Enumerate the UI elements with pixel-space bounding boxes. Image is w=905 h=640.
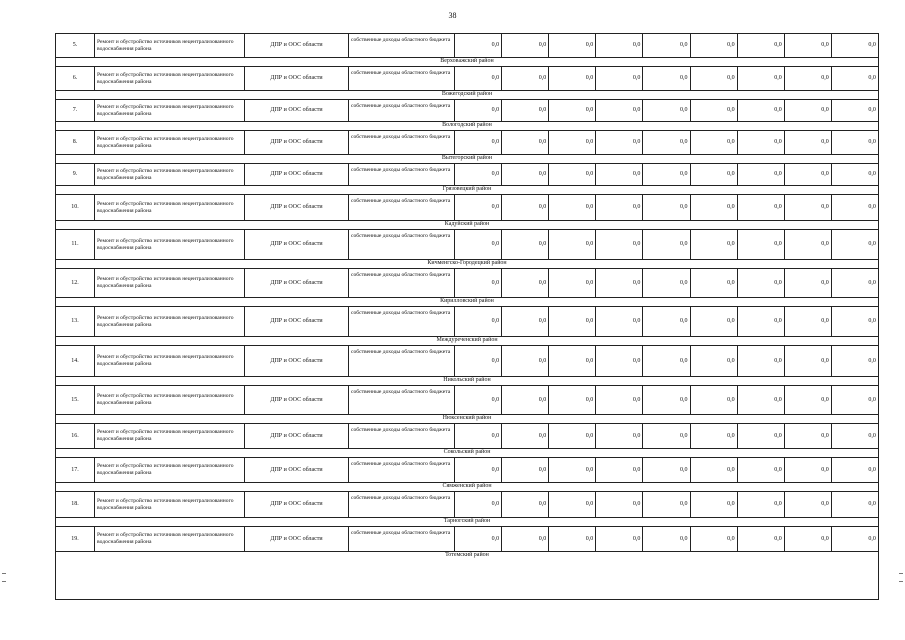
- value-cell: 0,0: [501, 307, 548, 336]
- measure-name: Ремонт и обустройство источников нецентрализованного водоснабжения района: [94, 100, 244, 121]
- district-header: Тотемский район: [56, 551, 878, 560]
- funding-source: собственные доходы областного бюджета: [348, 164, 454, 185]
- value-cell: 0,0: [784, 424, 831, 448]
- table-row: [56, 194, 878, 220]
- funding-source: собственные доходы областного бюджета: [348, 424, 454, 448]
- value-cell: 0,0: [501, 386, 548, 414]
- district-header: Никольский район: [56, 376, 878, 385]
- right-margin-mark: [899, 581, 903, 582]
- district-header: Сокольский район: [56, 448, 878, 457]
- table-row: [56, 33, 878, 57]
- value-cell: 0,0: [595, 230, 642, 259]
- value-cell: 0,0: [784, 164, 831, 185]
- value-cell: 0,0: [737, 100, 784, 121]
- row-number: 7.: [72, 107, 78, 114]
- value-cell: 0,0: [454, 34, 501, 57]
- funding-source: собственные доходы областного бюджета: [348, 346, 454, 376]
- measure-name: Ремонт и обустройство источников нецентрализованного водоснабжения района: [94, 386, 244, 414]
- row-number: 16.: [71, 432, 79, 439]
- value-cell: 0,0: [595, 164, 642, 185]
- measure-name: Ремонт и обустройство источников нецентрализованного водоснабжения района: [94, 458, 244, 482]
- value-cell: 0,0: [454, 230, 501, 259]
- district-header: Грязовецкий район: [56, 185, 878, 194]
- funding-source: собственные доходы областного бюджета: [348, 67, 454, 90]
- funding-source: собственные доходы областного бюджета: [348, 230, 454, 259]
- table-row: [56, 99, 878, 121]
- executor: ДПР и ООС области: [244, 230, 348, 259]
- value-cell: 0,0: [501, 100, 548, 121]
- value-cell: 0,0: [831, 458, 878, 482]
- row-number: 11.: [71, 241, 79, 248]
- value-cell: 0,0: [784, 131, 831, 154]
- row-number: 13.: [71, 318, 79, 325]
- value-cell: 0,0: [784, 492, 831, 517]
- value-cell: 0,0: [548, 424, 595, 448]
- table-row: [56, 345, 878, 376]
- executor: ДПР и ООС области: [244, 492, 348, 517]
- value-cell: 0,0: [595, 131, 642, 154]
- value-cell: 0,0: [737, 386, 784, 414]
- value-cell: 0,0: [595, 458, 642, 482]
- executor: ДПР и ООС области: [244, 195, 348, 220]
- table-row: [56, 385, 878, 414]
- district-header: Сямженский район: [56, 482, 878, 491]
- table-row: [56, 229, 878, 259]
- executor: ДПР и ООС области: [244, 458, 348, 482]
- value-cell: 0,0: [831, 164, 878, 185]
- value-cell: 0,0: [642, 131, 689, 154]
- table-row: [56, 163, 878, 185]
- executor: ДПР и ООС области: [244, 346, 348, 376]
- value-cell: 0,0: [642, 492, 689, 517]
- value-cell: 0,0: [642, 34, 689, 57]
- measure-name: Ремонт и обустройство источников нецентрализованного водоснабжения района: [94, 164, 244, 185]
- value-cell: 0,0: [690, 307, 737, 336]
- value-cell: 0,0: [642, 527, 689, 551]
- value-cell: 0,0: [642, 424, 689, 448]
- budget-table: [55, 33, 879, 600]
- value-cell: 0,0: [831, 307, 878, 336]
- value-cell: 0,0: [501, 230, 548, 259]
- value-cell: 0,0: [548, 164, 595, 185]
- value-cell: 0,0: [454, 424, 501, 448]
- row-number: 17.: [71, 466, 79, 473]
- value-cell: 0,0: [454, 527, 501, 551]
- value-cell: 0,0: [548, 195, 595, 220]
- value-cell: 0,0: [784, 307, 831, 336]
- value-cell: 0,0: [737, 34, 784, 57]
- measure-name: Ремонт и обустройство источников нецентрализованного водоснабжения района: [94, 195, 244, 220]
- value-cell: 0,0: [831, 386, 878, 414]
- funding-source: собственные доходы областного бюджета: [348, 195, 454, 220]
- value-cell: 0,0: [548, 527, 595, 551]
- executor: ДПР и ООС области: [244, 386, 348, 414]
- value-cell: 0,0: [737, 269, 784, 297]
- value-cell: 0,0: [737, 527, 784, 551]
- row-number: 6.: [72, 75, 78, 82]
- district-header: Вологодский район: [56, 121, 878, 130]
- value-cell: 0,0: [784, 100, 831, 121]
- value-cell: 0,0: [642, 164, 689, 185]
- measure-name: Ремонт и обустройство источников нецентрализованного водоснабжения района: [94, 67, 244, 90]
- page-number: 38: [448, 11, 457, 20]
- value-cell: 0,0: [690, 527, 737, 551]
- value-cell: 0,0: [831, 195, 878, 220]
- district-header: Нюксенский район: [56, 414, 878, 423]
- row-number: 5.: [72, 42, 78, 49]
- value-cell: 0,0: [595, 424, 642, 448]
- value-cell: 0,0: [454, 131, 501, 154]
- value-cell: 0,0: [548, 230, 595, 259]
- district-header: Кирилловский район: [56, 297, 878, 306]
- value-cell: 0,0: [501, 131, 548, 154]
- value-cell: 0,0: [548, 386, 595, 414]
- district-header: Тарногский район: [56, 517, 878, 526]
- value-cell: 0,0: [642, 269, 689, 297]
- value-cell: 0,0: [831, 424, 878, 448]
- value-cell: 0,0: [737, 195, 784, 220]
- executor: ДПР и ООС области: [244, 34, 348, 57]
- table-row: [56, 268, 878, 297]
- row-number: 12.: [71, 279, 79, 286]
- value-cell: 0,0: [784, 269, 831, 297]
- value-cell: 0,0: [595, 527, 642, 551]
- funding-source: собственные доходы областного бюджета: [348, 458, 454, 482]
- value-cell: 0,0: [831, 67, 878, 90]
- value-cell: 0,0: [642, 100, 689, 121]
- value-cell: 0,0: [595, 307, 642, 336]
- funding-source: собственные доходы областного бюджета: [348, 307, 454, 336]
- value-cell: 0,0: [784, 458, 831, 482]
- value-cell: 0,0: [454, 492, 501, 517]
- executor: ДПР и ООС области: [244, 67, 348, 90]
- value-cell: 0,0: [501, 164, 548, 185]
- value-cell: 0,0: [831, 269, 878, 297]
- value-cell: 0,0: [595, 100, 642, 121]
- executor: ДПР и ООС области: [244, 164, 348, 185]
- value-cell: 0,0: [737, 230, 784, 259]
- value-cell: 0,0: [784, 67, 831, 90]
- value-cell: 0,0: [595, 34, 642, 57]
- executor: ДПР и ООС области: [244, 100, 348, 121]
- value-cell: 0,0: [501, 424, 548, 448]
- value-cell: 0,0: [454, 100, 501, 121]
- table-row: [56, 491, 878, 517]
- value-cell: 0,0: [642, 458, 689, 482]
- value-cell: 0,0: [690, 269, 737, 297]
- executor: ДПР и ООС области: [244, 269, 348, 297]
- value-cell: 0,0: [548, 131, 595, 154]
- executor: ДПР и ООС области: [244, 527, 348, 551]
- measure-name: Ремонт и обустройство источников нецентрализованного водоснабжения района: [94, 269, 244, 297]
- value-cell: 0,0: [737, 424, 784, 448]
- value-cell: 0,0: [454, 67, 501, 90]
- funding-source: собственные доходы областного бюджета: [348, 34, 454, 57]
- value-cell: 0,0: [784, 195, 831, 220]
- funding-source: собственные доходы областного бюджета: [348, 386, 454, 414]
- value-cell: 0,0: [831, 131, 878, 154]
- value-cell: 0,0: [690, 492, 737, 517]
- right-margin-mark: [899, 573, 903, 574]
- value-cell: 0,0: [690, 424, 737, 448]
- row-number: 19.: [71, 535, 79, 542]
- value-cell: 0,0: [784, 34, 831, 57]
- value-cell: 0,0: [737, 67, 784, 90]
- value-cell: 0,0: [501, 492, 548, 517]
- value-cell: 0,0: [454, 346, 501, 376]
- value-cell: 0,0: [548, 34, 595, 57]
- table-row: [56, 526, 878, 551]
- district-header: Вытегорский район: [56, 154, 878, 163]
- row-number: 15.: [71, 396, 79, 403]
- executor: ДПР и ООС области: [244, 424, 348, 448]
- value-cell: 0,0: [454, 269, 501, 297]
- table-row: [56, 130, 878, 154]
- value-cell: 0,0: [642, 346, 689, 376]
- value-cell: 0,0: [690, 34, 737, 57]
- value-cell: 0,0: [548, 100, 595, 121]
- value-cell: 0,0: [690, 458, 737, 482]
- value-cell: 0,0: [548, 492, 595, 517]
- row-number: 14.: [71, 357, 79, 364]
- table-row: [56, 66, 878, 90]
- value-cell: 0,0: [595, 346, 642, 376]
- value-cell: 0,0: [642, 195, 689, 220]
- table-row: [56, 457, 878, 482]
- value-cell: 0,0: [454, 307, 501, 336]
- value-cell: 0,0: [595, 67, 642, 90]
- district-header: Кадуйский район: [56, 220, 878, 229]
- table-row: [56, 306, 878, 336]
- value-cell: 0,0: [784, 230, 831, 259]
- value-cell: 0,0: [737, 307, 784, 336]
- value-cell: 0,0: [737, 492, 784, 517]
- value-cell: 0,0: [642, 230, 689, 259]
- funding-source: собственные доходы областного бюджета: [348, 269, 454, 297]
- value-cell: 0,0: [642, 67, 689, 90]
- value-cell: 0,0: [548, 269, 595, 297]
- row-number: 8.: [72, 139, 78, 146]
- value-cell: 0,0: [690, 195, 737, 220]
- value-cell: 0,0: [548, 307, 595, 336]
- value-cell: 0,0: [501, 34, 548, 57]
- value-cell: 0,0: [737, 131, 784, 154]
- value-cell: 0,0: [690, 67, 737, 90]
- value-cell: 0,0: [454, 195, 501, 220]
- value-cell: 0,0: [595, 195, 642, 220]
- row-number: 10.: [71, 204, 79, 211]
- measure-name: Ремонт и обустройство источников нецентрализованного водоснабжения района: [94, 307, 244, 336]
- funding-source: собственные доходы областного бюджета: [348, 492, 454, 517]
- value-cell: 0,0: [548, 67, 595, 90]
- value-cell: 0,0: [690, 164, 737, 185]
- left-margin-mark: [2, 581, 6, 582]
- district-header: Междуреченский район: [56, 336, 878, 345]
- value-cell: 0,0: [501, 195, 548, 220]
- value-cell: 0,0: [690, 100, 737, 121]
- value-cell: 0,0: [690, 131, 737, 154]
- value-cell: 0,0: [831, 100, 878, 121]
- value-cell: 0,0: [548, 346, 595, 376]
- value-cell: 0,0: [642, 386, 689, 414]
- measure-name: Ремонт и обустройство источников нецентрализованного водоснабжения района: [94, 527, 244, 551]
- measure-name: Ремонт и обустройство источников нецентрализованного водоснабжения района: [94, 424, 244, 448]
- value-cell: 0,0: [831, 346, 878, 376]
- district-header: Вожегодский район: [56, 90, 878, 99]
- value-cell: 0,0: [501, 527, 548, 551]
- measure-name: Ремонт и обустройство источников нецентрализованного водоснабжения района: [94, 346, 244, 376]
- value-cell: 0,0: [501, 346, 548, 376]
- measure-name: Ремонт и обустройство источников нецентрализованного водоснабжения района: [94, 230, 244, 259]
- row-number: 18.: [71, 501, 79, 508]
- value-cell: 0,0: [595, 269, 642, 297]
- value-cell: 0,0: [737, 164, 784, 185]
- value-cell: 0,0: [642, 307, 689, 336]
- value-cell: 0,0: [737, 346, 784, 376]
- value-cell: 0,0: [737, 458, 784, 482]
- value-cell: 0,0: [690, 346, 737, 376]
- value-cell: 0,0: [454, 386, 501, 414]
- funding-source: собственные доходы областного бюджета: [348, 131, 454, 154]
- district-header: Кичменгско-Городецкий район: [56, 259, 878, 268]
- table-row: [56, 423, 878, 448]
- value-cell: 0,0: [690, 386, 737, 414]
- value-cell: 0,0: [831, 230, 878, 259]
- value-cell: 0,0: [548, 458, 595, 482]
- value-cell: 0,0: [501, 269, 548, 297]
- value-cell: 0,0: [784, 386, 831, 414]
- value-cell: 0,0: [454, 458, 501, 482]
- measure-name: Ремонт и обустройство источников нецентрализованного водоснабжения района: [94, 492, 244, 517]
- district-header: Верховажский район: [56, 57, 878, 66]
- value-cell: 0,0: [501, 67, 548, 90]
- funding-source: собственные доходы областного бюджета: [348, 527, 454, 551]
- row-number: 9.: [72, 171, 78, 178]
- left-margin-mark: [2, 573, 6, 574]
- value-cell: 0,0: [501, 458, 548, 482]
- value-cell: 0,0: [831, 527, 878, 551]
- value-cell: 0,0: [831, 34, 878, 57]
- value-cell: 0,0: [454, 164, 501, 185]
- funding-source: собственные доходы областного бюджета: [348, 100, 454, 121]
- value-cell: 0,0: [595, 492, 642, 517]
- executor: ДПР и ООС области: [244, 131, 348, 154]
- value-cell: 0,0: [784, 527, 831, 551]
- value-cell: 0,0: [690, 230, 737, 259]
- value-cell: 0,0: [595, 386, 642, 414]
- value-cell: 0,0: [831, 492, 878, 517]
- executor: ДПР и ООС области: [244, 307, 348, 336]
- value-cell: 0,0: [784, 346, 831, 376]
- measure-name: Ремонт и обустройство источников нецентрализованного водоснабжения района: [94, 34, 244, 57]
- measure-name: Ремонт и обустройство источников нецентрализованного водоснабжения района: [94, 131, 244, 154]
